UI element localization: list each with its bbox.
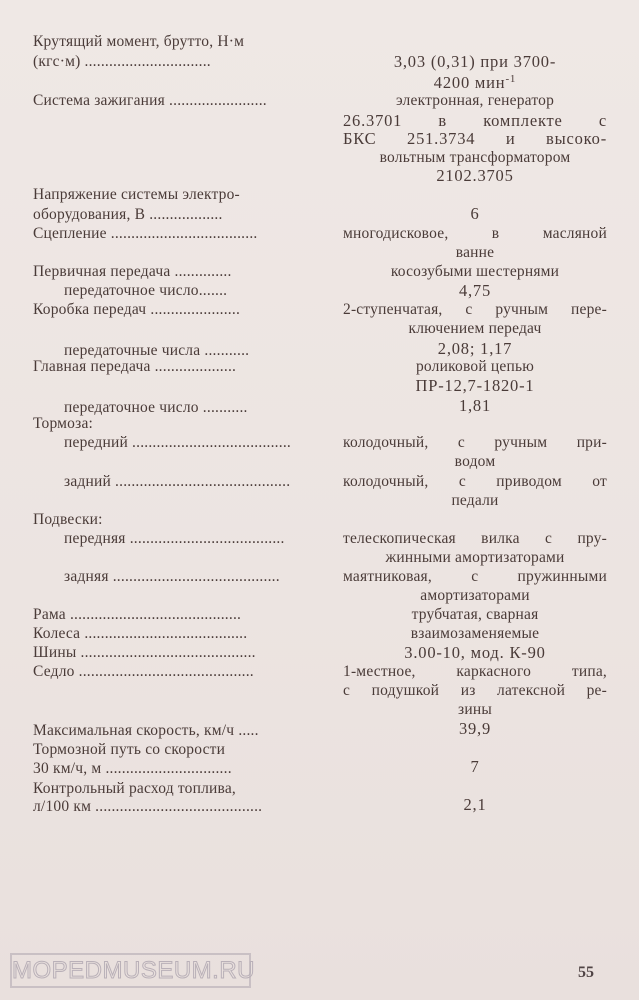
page-number: 55 (578, 964, 594, 981)
suspension-heading: Подвески: (33, 511, 103, 528)
torque-label-2: (кгс·м) ............................... (33, 53, 211, 70)
saddle-line-3: зины (458, 701, 492, 718)
ignition-line-3: БКС 251.3734 и высоко- (343, 129, 607, 148)
voltage-label-1: Напряжение системы электро- (33, 186, 240, 203)
rear-suspension-label: задняя ......................................... (64, 568, 280, 585)
fuel-label-1: Контрольный расход топлива, (33, 780, 236, 797)
front-brake-line-1: колодочный, с ручным при- (343, 434, 607, 451)
saddle-line-1: 1-местное, каркасного типа, (343, 663, 607, 680)
clutch-line-1: многодисковое, в масляной (343, 225, 607, 242)
rear-suspension-line-1: маятниковая, с пружинными (343, 568, 607, 585)
front-suspension-line-2: жинными амортизаторами (385, 549, 565, 566)
rear-suspension-line-2: амортизаторами (420, 587, 530, 604)
frame-label: Рама .......................................... (33, 606, 242, 623)
final-ratio-value: 1,81 (458, 396, 492, 415)
tires-value: 3.00-10, мод. К-90 (404, 643, 546, 662)
torque-value-sup: -1 (505, 73, 517, 85)
torque-value-1: 3,03 (0,31) при 3700- (393, 52, 557, 71)
saddle-label: Седло ........................................... (33, 663, 254, 680)
final-drive-line-1: роликовой цепью (415, 358, 535, 375)
gearbox-line-1: 2-ступенчатая, с ручным пере- (343, 301, 607, 318)
front-brake-label: передний ....................................... (64, 434, 291, 451)
tires-label: Шины ........................................... (33, 644, 256, 661)
ignition-line-5: 2102.3705 (436, 166, 514, 185)
gear-ratios-value: 2,08; 1,17 (437, 339, 513, 358)
voltage-label-2: оборудования, В .................. (33, 206, 223, 223)
rear-brake-line-1: колодочный, с приводом от (343, 473, 607, 490)
watermark-logo: MOPEDMUSEUM.RU (10, 953, 251, 988)
wheels-value: взаимозаменяемые (410, 625, 540, 642)
brake-distance-label-2: 30 км/ч, м ............................... (33, 760, 232, 777)
final-drive-label: Главная передача .................... (33, 358, 237, 375)
front-suspension-label: передняя ...................................... (64, 530, 285, 547)
torque-value-2-wrap (343, 70, 607, 92)
ignition-line-1: электронная, генератор (395, 92, 555, 109)
front-suspension-line-1: телескопическая вилка с пру- (343, 530, 607, 547)
final-ratio-label: передаточное число ........... (64, 399, 248, 416)
clutch-line-2: ванне (455, 244, 495, 261)
front-brake-line-2: водом (454, 453, 496, 470)
primary-label: Первичная передача .............. (33, 263, 232, 280)
torque-label-1: Крутящий момент, брутто, Н·м (33, 33, 245, 50)
max-speed-value: 39,9 (458, 719, 492, 738)
ignition-line-2: 26.3701 в комплекте с (343, 111, 607, 130)
gearbox-label: Коробка передач ...................... (33, 301, 241, 318)
brakes-heading: Тормоза: (33, 415, 94, 432)
primary-value: косозубыми шестернями (390, 263, 560, 280)
primary-ratio-label: передаточное число....... (64, 282, 228, 299)
brake-distance-label-1: Тормозной путь со скорости (33, 741, 226, 758)
torque-value-2: 4200 мин (433, 73, 506, 92)
rear-brake-label: задний ........................................... (64, 473, 291, 490)
ignition-label: Система зажигания ........................ (33, 92, 267, 109)
final-drive-line-2: ПР-12,7-1820-1 (415, 376, 535, 395)
brake-distance-value: 7 (470, 757, 480, 776)
gearbox-line-2: ключением передач (408, 320, 542, 337)
fuel-value: 2,1 (463, 795, 487, 814)
wheels-label: Колеса ........................................ (33, 625, 248, 642)
gear-ratios-label: передаточные числа ........... (64, 342, 250, 359)
clutch-label: Сцепление .................................... (33, 225, 258, 242)
primary-ratio-value: 4,75 (458, 281, 492, 300)
rear-brake-line-2: педали (451, 492, 499, 509)
fuel-label-2: л/100 км ......................................... (33, 798, 263, 815)
voltage-value: 6 (470, 204, 480, 223)
ignition-line-4: вольтным трансформатором (379, 149, 571, 166)
saddle-line-2: с подушкой из латексной ре- (343, 682, 607, 699)
frame-value: трубчатая, сварная (411, 606, 539, 623)
max-speed-label: Максимальная скорость, км/ч ..... (33, 722, 259, 739)
